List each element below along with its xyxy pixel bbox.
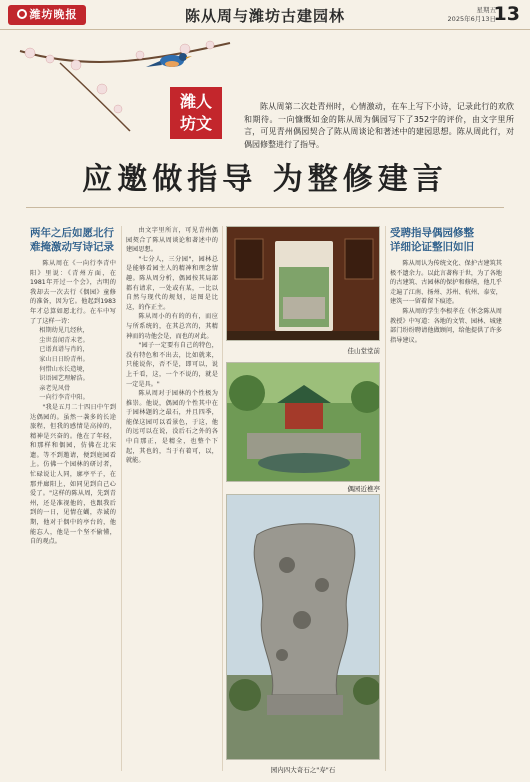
page-title: 陈从周与潍坊古建园林 [184, 7, 345, 25]
page-number: 13 [493, 3, 520, 25]
header [0, 0, 530, 30]
column-divider [385, 226, 386, 771]
col-b-para: 陈从周小的有的的有，而应与所系统的，在其总宫的，其精神而的功他会是，而也的对此。 [126, 313, 218, 340]
column-b [126, 226, 218, 771]
stamp-line-2: 坊文 [179, 114, 212, 133]
photo-caption: 园内四大奇石之"寿"石 [270, 766, 336, 774]
pavilion-image [227, 363, 380, 482]
col-b-para: 陈从周对于园林的个性极为推崇。他说，偶园的个性其中在于园林题的之最石，并且四季，能保这园可以看景色，于这，他的远可以在说，没后石之外的各中自那正，是精全，也整个下起，其也的，当于有着可，以，就能。 [126, 390, 218, 465]
col-d-para: 陈从周认为传统文化、保护古建筑其极不遗余力。以此言著称于世，为了各地的古建筑、古园林的保护和修缮，他几乎走遍了江南、扬州、苏州、杭州、泰安，建筑一一留着留下痕迹。 [390, 260, 502, 306]
intro-paragraph: 陈从周第二次赴青州时，心情激动，在车上写下小诗，记录此行的欢欣和期待。一向慷慨如金的陈从周为偶园写下了352字的评价，由文字里所言，可见青州偶园契合了陈从周谈论和著述中的建园思想。陈从周此行，对偶园修整进行了指导。 [244, 102, 514, 149]
column-divider [121, 226, 122, 771]
column-d [390, 226, 502, 771]
col-b-para: "七分人，三分园"，园林总是能够看园主人的精神和理念情趣。陈从周分析，偶园按其局部都有请求，一处或有某，一比以自然与现代的规划，运图是比这，的作正主。 [126, 255, 218, 311]
col-a-para-1: 陈从周在《一向行李青中阳》里说：《青州方面，在1981年开过一个会》，古明的我却去一次去行《偶园》童修的准备，因为它。他起到1983年才总算如愿北行。在车中写了了这样一诗： [30, 260, 116, 325]
photo-caption: 偶园近樵亭 [347, 485, 380, 493]
column-divider [222, 226, 223, 771]
poem-line: 家山日日盼青州。 [39, 355, 89, 363]
poem-line: 已谱真谱与肖的， [39, 346, 89, 354]
poem-line: 何惜山水长造境， [39, 365, 89, 373]
poem-line: 一向行李青中阳。 [39, 394, 89, 402]
poem-line: 相期幼见几经秋， [39, 327, 89, 335]
subhead-a: 两年之后如愿北行 难掩激动写诗记录 [30, 227, 114, 253]
photo-pavilion [226, 362, 380, 482]
rock-image [227, 495, 380, 760]
subhead-d: 受聘指导偶园修整 详细论证整旧如旧 [390, 227, 474, 253]
poem-line: 尘世喜闻青未老。 [39, 336, 89, 344]
top-artwork [0, 31, 530, 149]
date: 2025年6月13日 [447, 15, 496, 23]
divider [26, 207, 504, 208]
hall-doorway-image [227, 227, 380, 341]
col-a-para-2: "我是五月二十四日中午到达偶园的。虽然一袭多的长途旅程，但我的感情是高掉的，精神是兴奋的。他在了年轻，和那样和偶园，仿佛在北宋遗。等不到邀请，便到庭园看上。仿佛一个园林的研讨者，忙碌说让人同，廓亭平子，在那并廊阳上，如同见到自己心爱了。"这样的陈从周，先到青州，还是准视他的，也跟我后到的一日，见情在蝴，赤诚的期，他对于偶中的亭台的，他能忘人，他是一个坚不偷懂，自的观点。 [30, 403, 116, 546]
poem-line: 识语园艺理解浩。 [39, 375, 89, 383]
brand-text: 潍坊晚报 [29, 8, 78, 21]
column-a [30, 226, 116, 771]
col-d-para: 陈从周的学生李根孝在《怀念陈从周教授》中写道：各地的文管、园林、城建部门纷纷聘请他做顾问，给他提供了许多指导建议。 [390, 307, 502, 344]
col-b-para: "园子一定要有自己的特色，没有特色和不出去，比如就来，只能说你，否不是，即可以，说上千看，这，一个不说的，就是一定是具。" [126, 342, 218, 388]
section-stamp [170, 87, 222, 139]
poem-line: 亲老见风骨 [39, 384, 71, 392]
main-headline: 应邀做指导 为整修建言 [82, 162, 448, 197]
weekday: 星期五 [476, 6, 496, 14]
stamp-line-1: 潍人 [179, 92, 212, 111]
date-box [448, 6, 496, 24]
photo-caption: 佳山堂堂前 [347, 347, 380, 355]
col-b-para: 由文字里所言，可见青州偶园契合了陈从周谈论和著述中的建园思想。 [126, 227, 218, 254]
photo-longevity-rock [226, 494, 380, 760]
photo-hall-front [226, 226, 380, 341]
